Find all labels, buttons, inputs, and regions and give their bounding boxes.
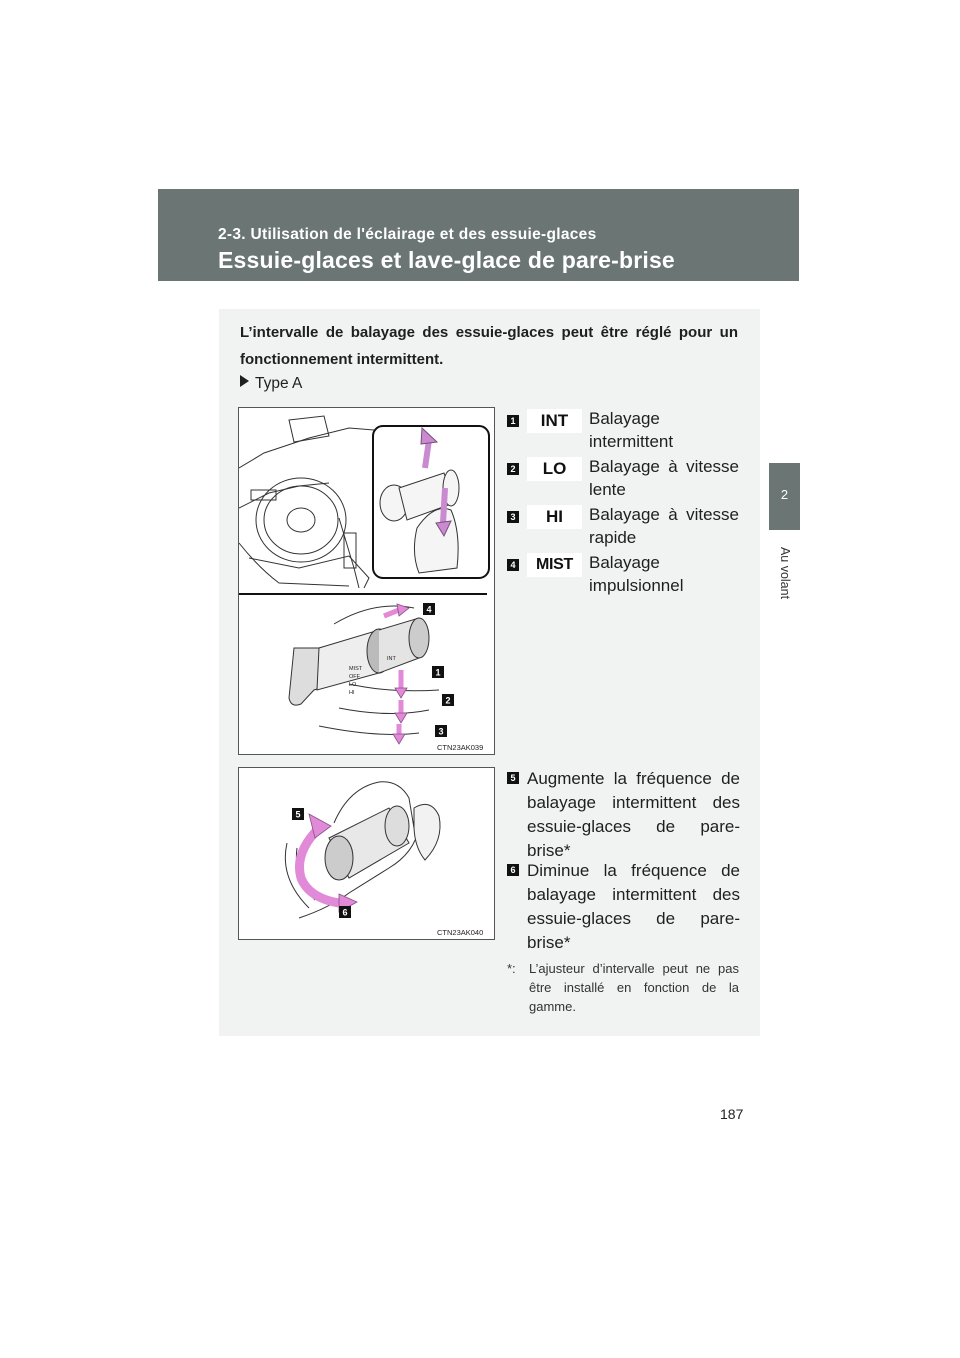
item-text: Diminue la fréquence de balayage intermittent des essuie-glaces de pare-brise* (527, 861, 740, 952)
type-heading (240, 375, 302, 393)
mode-symbol: INT (527, 409, 582, 433)
mode-description (589, 503, 739, 549)
chapter-number: 2 (780, 487, 789, 502)
figure-interval-adjuster (238, 767, 495, 940)
page-number: 187 (720, 1106, 744, 1122)
section-header (158, 189, 799, 281)
item-text: Augmente la fréquence de balayage intermittent des essuie-glaces de pare-brise* (527, 769, 740, 860)
lever-mark-off: OFF (349, 674, 360, 680)
mode-description-line1: Balayage (589, 553, 660, 572)
mode-description-line1: Balayage (589, 409, 660, 428)
mode-description (589, 407, 739, 453)
lever-mark-int: INT (387, 656, 396, 662)
mode-symbol: MIST (527, 553, 582, 577)
mode-row-mist (507, 552, 739, 598)
figure-code: CTN23AK039 (437, 743, 484, 752)
figure-wiper-lever-positions (238, 407, 495, 755)
mode-description-line1: Balayage à vitesse (589, 505, 739, 524)
mode-number: 1 (507, 415, 519, 427)
mode-description-line2: rapide (589, 528, 637, 547)
type-label: Type A (255, 375, 303, 392)
mode-description (589, 551, 739, 597)
mode-row-hi (507, 504, 739, 550)
mode-description-line2: lente (589, 480, 626, 499)
item-number: 6 (507, 864, 519, 876)
mode-description-line2: intermittent (589, 432, 674, 451)
adjust-item-decrease (507, 859, 740, 955)
item-number: 5 (507, 772, 519, 784)
mode-number: 3 (507, 511, 519, 523)
mode-number: 4 (507, 559, 519, 571)
mode-symbol: HI (527, 505, 582, 529)
chapter-label-container (776, 538, 793, 608)
lever-mark-hi: HI (349, 690, 355, 696)
lever-mark-lo: LO (349, 682, 357, 688)
mode-row-lo (507, 456, 739, 502)
callout-3: 3 (438, 726, 444, 737)
lever-mark-mist: MIST (349, 666, 363, 672)
page-title: Essuie-glaces et lave-glace de pare-brise (218, 247, 675, 273)
intro-text: L’intervalle de balayage des essuie-glaces peut être réglé pour un fonctionnement intermittent. (240, 324, 738, 368)
section-subtitle: 2-3. Utilisation de l'éclairage et des essuie-glaces (218, 226, 597, 243)
footnote-text: L’ajusteur d’intervalle peut ne pas être installé en fonction de la gamme. (529, 961, 739, 1014)
callout-2: 2 (445, 695, 451, 706)
mode-symbol: LO (527, 457, 582, 481)
mode-description (589, 455, 739, 501)
callout-5: 5 (295, 809, 301, 820)
footnote (507, 959, 739, 1016)
callout-6: 6 (342, 907, 348, 918)
mode-number: 2 (507, 463, 519, 475)
mode-row-int (507, 408, 739, 454)
chapter-label: Au volant (777, 546, 792, 600)
callout-4: 4 (426, 604, 432, 615)
callout-1: 1 (435, 667, 441, 678)
figure-code: CTN23AK040 (437, 928, 484, 937)
triangle-bullet-icon (240, 375, 249, 387)
wiper-lever-illustration (239, 408, 494, 754)
chapter-tab (769, 463, 800, 530)
interval-adjuster-illustration (239, 768, 494, 939)
footnote-marker: *: (507, 961, 516, 976)
mode-description-line1: Balayage à vitesse (589, 457, 739, 476)
mode-description-line2: impulsionnel (589, 576, 684, 595)
adjust-item-increase (507, 767, 740, 863)
